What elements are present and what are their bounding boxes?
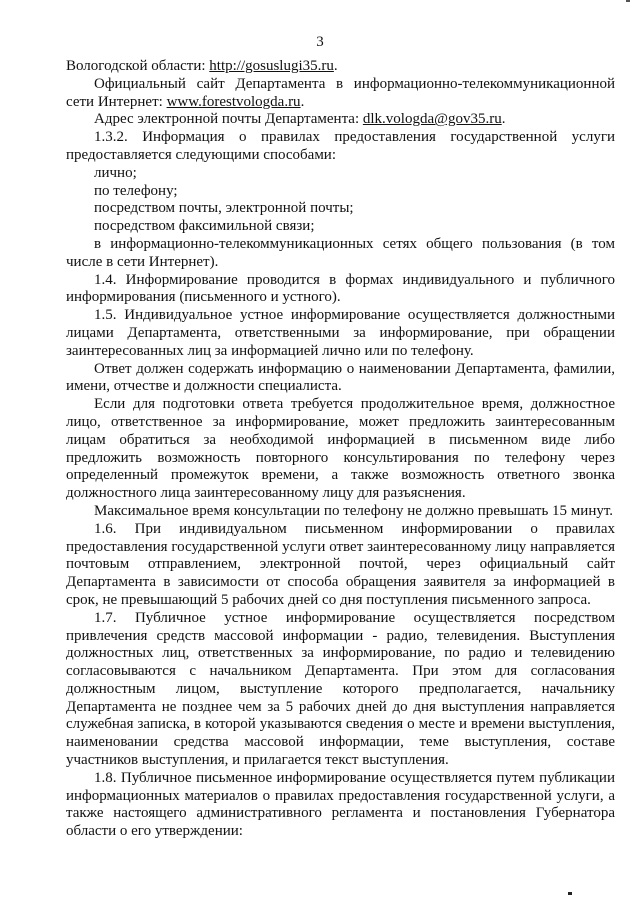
- paragraph-text: Официальный сайт Департамента в информационно-телекоммуникационной сети Интернет:: [66, 75, 615, 110]
- paragraph-text: Вологодской области:: [66, 58, 210, 74]
- paragraph-1-3-2: 1.3.2. Информация о правилах предоставления государственной услуги предоставляется следующими способами:: [66, 129, 615, 163]
- paragraph-1-4: 1.4. Информирование проводится в формах индивидуального и публичного информирования (письменного и устного).: [66, 271, 615, 306]
- list-item: в информационно-телекоммуникационных сетях общего пользования (в том числе в сети Интернет).: [66, 235, 615, 270]
- scan-artifact-bottom: [568, 892, 572, 895]
- paragraph-long-time: Если для подготовки ответа требуется продолжительное время, должностное лицо, ответственное за информирование, может предложить заинтересованным лицам обратиться за необходимой информацией в письменном виде либо предложить возможность повторного консультирования по телефону через определенный промежуток времени, а также возможность ответного звонка должностного лица заинтересованному лицу для разъяснения.: [66, 396, 615, 502]
- forestvologda-link[interactable]: www.forestvologda.ru: [166, 93, 301, 110]
- list-item: посредством почты, электронной почты;: [94, 200, 354, 217]
- page-number: 3: [316, 34, 324, 50]
- paragraph-1-8: 1.8. Публичное письменное информирование осуществляется путем публикации информационных материалов о правилах предоставления государственной услуги, а также настоящего административного регламента и постановления Губернатора области о его утверждении:: [66, 769, 615, 840]
- punctuation: .: [333, 58, 338, 74]
- paragraph-text: Адрес электронной почты Департамента:: [94, 111, 363, 128]
- paragraph-email: [66, 111, 615, 129]
- list-item: по телефону;: [94, 182, 178, 199]
- punctuation: .: [501, 111, 506, 128]
- paragraph-1-6: 1.6. При индивидуальном письменном информировании о правилах предоставления государственной услуги ответ заинтересованному лицу направляется почтовым отправлением, электронной почтой, через официальный сайт Департамента в зависимости от способа обращения заявителя за информацией в срок, не превышающий 5 рабочих дней со дня поступления письменного запроса.: [66, 520, 615, 608]
- punctuation: .: [300, 93, 305, 110]
- document-body: [66, 58, 615, 841]
- gosuslugi-link[interactable]: http://gosuslugi35.ru: [209, 58, 334, 74]
- paragraph-region: [66, 58, 615, 76]
- paragraph-answer: Ответ должен содержать информацию о наименовании Департамента, фамилии, имени, отчестве и должности специалиста.: [66, 360, 615, 395]
- scan-artifact-top: [626, 0, 630, 2]
- paragraph-1-7: 1.7. Публичное устное информирование осуществляется посредством привлечения средств массовой информации - радио, телевидения. Выступления должностных лиц, ответственных за информирование, по радио и телевидению согласовываются с начальником Департамента. При этом для согласования должностным лицом, выступление которого предполагается, начальнику Департамента не позднее чем за 5 рабочих дней до дня выступления направляется служебная записка, в которой указываются сведения о месте и времени выступления, наименовании средства массовой информации, теме выступления, составе участников выступления, и прилагается текст выступления.: [66, 609, 615, 769]
- paragraph-max-time: Максимальное время консультации по телефону не должно превышать 15 минут.: [94, 502, 614, 519]
- list-item: посредством факсимильной связи;: [94, 218, 315, 235]
- email-link[interactable]: dlk.vologda@gov35.ru: [362, 111, 502, 128]
- paragraph-1-5: 1.5. Индивидуальное устное информирование осуществляется должностными лицами Департамента, ответственными за информирование, при обращении заинтересованных лиц за информацией лично или по телефону.: [66, 307, 615, 359]
- paragraph-official-site: [66, 76, 615, 112]
- list-item: лично;: [94, 164, 137, 181]
